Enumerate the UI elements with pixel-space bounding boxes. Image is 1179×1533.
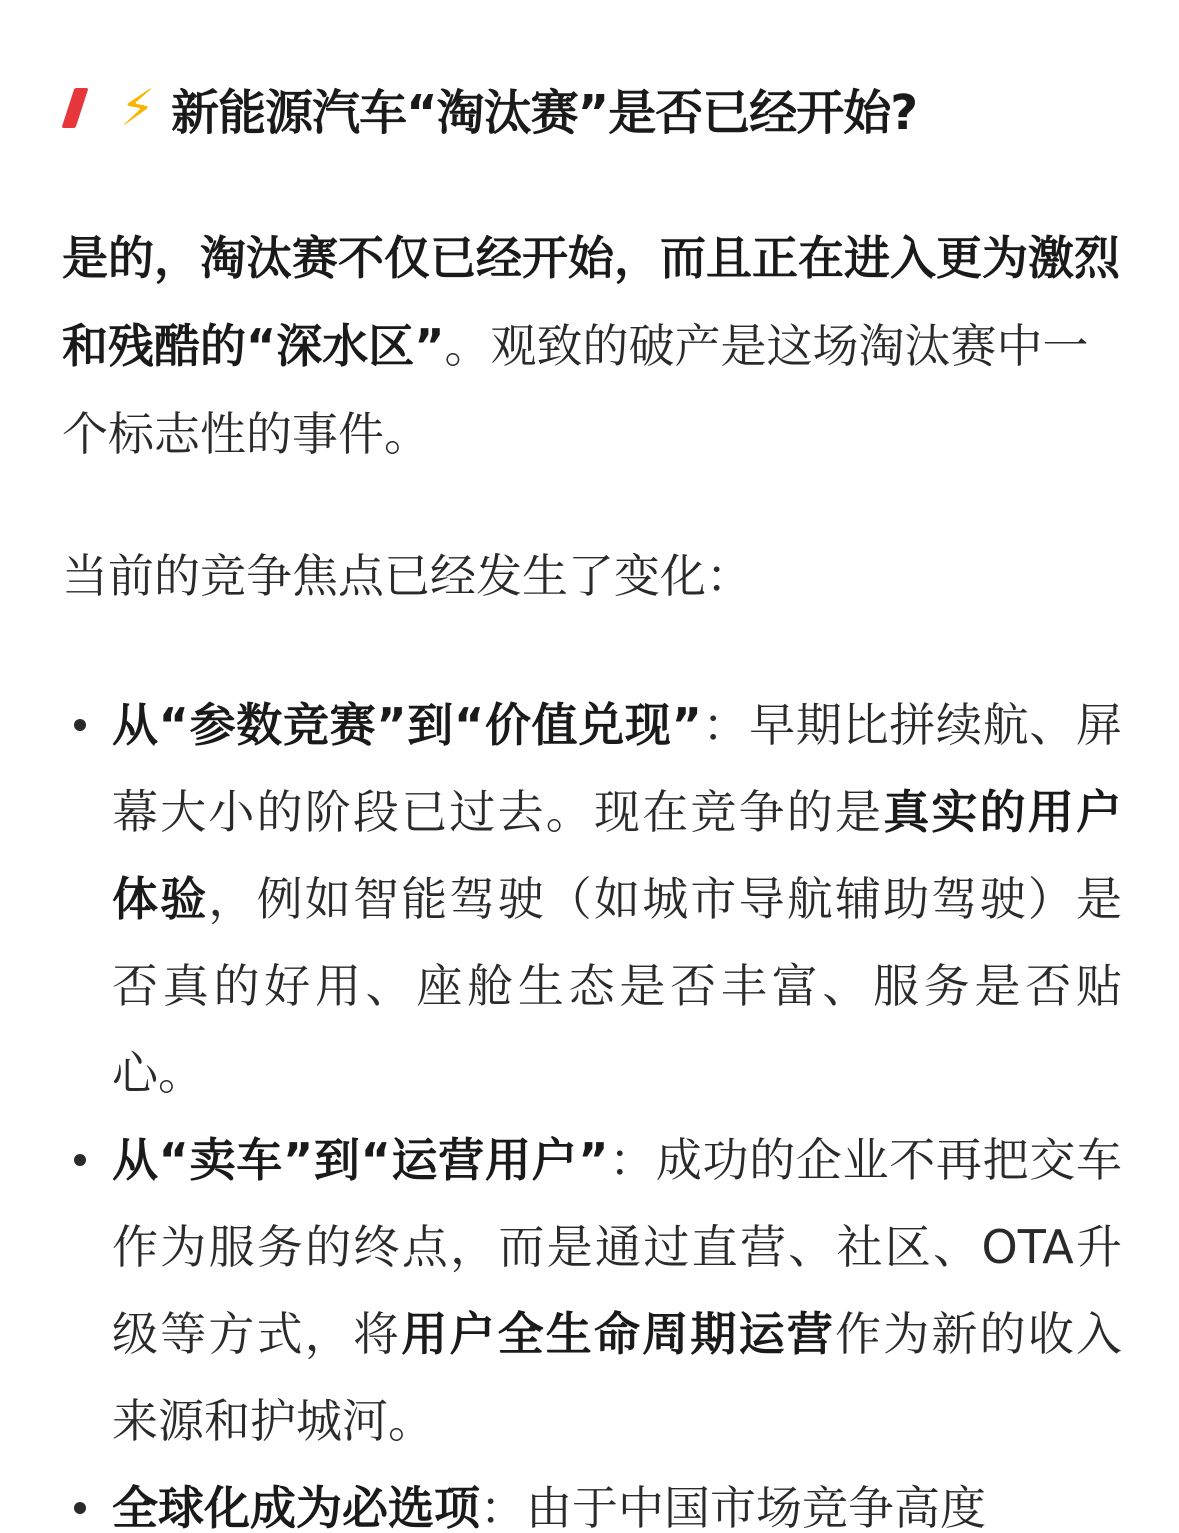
section-heading xyxy=(60,68,917,148)
bullet-text: ：成功的企业不再把交车作为服务的终点，而是通过直营、社区、OTA升级等方式，将 xyxy=(112,1133,1123,1361)
bullet-title: 全球化成为必选项 xyxy=(112,1481,480,1533)
bullet-title: 从“参数竞赛”到“价值兑现” xyxy=(112,698,702,752)
bullet-title: 从“卖车”到“运营用户” xyxy=(112,1133,609,1187)
bullet-bold: 真实的用户体验 xyxy=(112,785,1123,926)
intro-bold: 是的，淘汰赛不仅已经开始，而且正在进入更为激烈和残酷的“深水区” xyxy=(62,231,1120,373)
bullet-text: ：早期比拼续航、屏幕大小的阶段已过去。现在竞争的是 xyxy=(112,698,1123,839)
bullet-dot-icon xyxy=(74,719,86,731)
bullet-dot-icon xyxy=(74,1502,86,1514)
bullet-text: 作为新的收入来源和护城河。 xyxy=(112,1307,1123,1448)
bullet-dot-icon xyxy=(74,1154,86,1166)
lightning-icon: ⚡ xyxy=(120,79,156,137)
bullet-list xyxy=(62,682,1122,1533)
bullet-text: ：由于中国市场竞争高度 xyxy=(480,1481,986,1533)
heading-title: 新能源汽车“淘汰赛”是否已经开始? xyxy=(171,84,918,141)
bullet-bold: 用户全生命周期运营 xyxy=(401,1307,836,1361)
list-item xyxy=(62,1465,1122,1533)
intro-rest: 。观致的破产是这场淘汰赛中一个标志性的事件。 xyxy=(62,319,1089,461)
red-slash-icon xyxy=(62,88,89,128)
list-item xyxy=(62,682,1122,1117)
bullet-text: ，例如智能驾驶（如城市导航辅助驾驶）是否真的好用、座舱生态是否丰富、服务是否贴心。 xyxy=(112,872,1123,1100)
list-item xyxy=(62,1117,1122,1465)
intro-paragraph xyxy=(62,214,1122,478)
focus-line: 当前的竞争焦点已经发生了变化： xyxy=(62,549,752,603)
